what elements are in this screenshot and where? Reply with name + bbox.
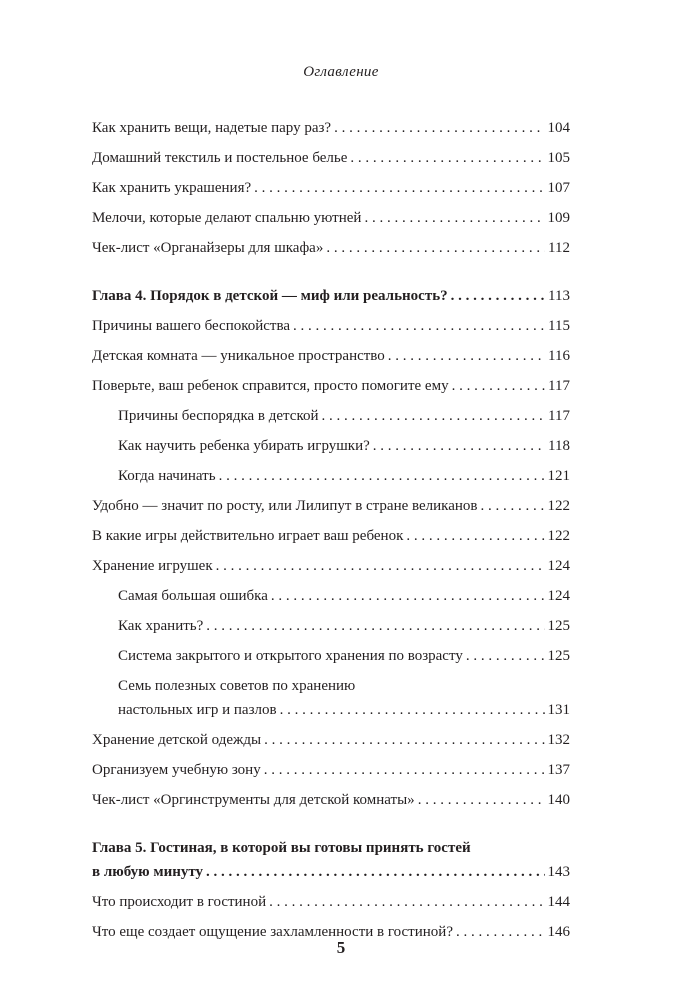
toc-entry (92, 208, 570, 228)
leader-dots (322, 406, 546, 426)
toc-chapter-entry (92, 838, 570, 882)
toc-subentry (92, 466, 570, 486)
toc-entry-page: 113 (548, 288, 570, 304)
leader-dots (388, 346, 545, 366)
toc-entry-page: 124 (547, 588, 570, 604)
leader-dots (269, 892, 544, 912)
toc-chapter-entry (92, 286, 570, 306)
toc-entry (92, 238, 570, 258)
toc-entry-page: 137 (547, 762, 570, 778)
toc-entry (92, 892, 570, 912)
toc-subentry (92, 436, 570, 456)
toc-entry (92, 790, 570, 810)
leader-dots (418, 790, 545, 810)
leader-dots (264, 760, 545, 780)
toc-entry-page: 117 (548, 408, 570, 424)
leader-dots (373, 436, 545, 456)
toc-entry-page: 132 (547, 732, 570, 748)
toc-entry-title: Чек-лист «Оргинструменты для детской комнаты» (92, 792, 415, 808)
toc-entry (92, 556, 570, 576)
leader-dots (254, 178, 544, 198)
toc-entry-page: 122 (547, 498, 570, 514)
toc-entry-title: Что еще создает ощущение захламленности в гостиной? (92, 924, 453, 940)
page-number: 5 (336, 938, 346, 957)
toc-entry-title: Когда начинать (118, 468, 216, 484)
toc-entry-page: 146 (547, 924, 570, 940)
toc-entry-title: Глава 4. Порядок в детской — миф или реальность? (92, 288, 448, 304)
toc-entry-page: 118 (548, 438, 570, 454)
leader-dots (452, 376, 545, 396)
toc-entry (92, 148, 570, 168)
toc-entry-title: Причины беспорядка в детской (118, 408, 319, 424)
leader-dots (350, 148, 544, 168)
toc-entry-page: 121 (547, 468, 570, 484)
leader-dots (326, 238, 545, 258)
leader-dots (466, 646, 545, 666)
toc-entry-title: Что происходит в гостиной (92, 894, 267, 910)
toc-entry (92, 760, 570, 780)
toc-entry-title-line1: Глава 5. Гостиная, в которой вы готовы принять гостей (92, 840, 471, 856)
toc-entry-title: Как хранить вещи, надетые пару раз? (92, 120, 332, 136)
toc-entry-title: Организуем учебную зону (92, 762, 261, 778)
toc-entry-title: Удобно — значит по росту, или Лилипут в стране великанов (92, 498, 478, 514)
toc-entry-title-line2: в любую минуту (92, 864, 204, 880)
toc-entry-page: 112 (548, 240, 570, 256)
leader-dots (364, 208, 544, 228)
toc-entry (92, 118, 570, 138)
toc-entry-title: Поверьте, ваш ребенок справится, просто помогите ему (92, 378, 449, 394)
toc-entry-page: 131 (547, 702, 570, 718)
toc-entry-title: Домашний текстиль и постельное белье (92, 150, 348, 166)
leader-dots (481, 496, 545, 516)
leader-dots (406, 526, 544, 546)
table-of-contents (92, 118, 570, 942)
leader-dots (271, 586, 545, 606)
toc-entry (92, 178, 570, 198)
toc-entry (92, 316, 570, 336)
toc-entry-page: 107 (547, 180, 570, 196)
running-head: Оглавление (303, 64, 379, 80)
leader-dots (334, 118, 544, 138)
toc-entry-title: Причины вашего беспокойства (92, 318, 291, 334)
leader-dots (293, 316, 545, 336)
toc-entry (92, 496, 570, 516)
toc-entry-page: 143 (547, 864, 570, 880)
toc-entry-title: Система закрытого и открытого хранения по возрасту (118, 648, 463, 664)
toc-entry-page: 105 (547, 150, 570, 166)
toc-entry (92, 376, 570, 396)
toc-entry-title: Детская комната — уникальное пространство (92, 348, 385, 364)
toc-subentry (92, 646, 570, 666)
leader-dots (206, 862, 544, 882)
toc-entry-title-line2: настольных игр и пазлов (118, 702, 277, 718)
toc-entry-page: 125 (547, 618, 570, 634)
leader-dots (264, 730, 544, 750)
toc-entry-title: Самая большая ошибка (118, 588, 268, 604)
toc-entry-title: Мелочи, которые делают спальню уютней (92, 210, 362, 226)
leader-dots (216, 556, 545, 576)
leader-dots (451, 286, 545, 306)
toc-entry-title: Хранение игрушек (92, 558, 213, 574)
toc-entry-page: 140 (547, 792, 570, 808)
leader-dots (280, 700, 545, 720)
toc-entry-page: 104 (547, 120, 570, 136)
toc-entry-title: Как хранить? (118, 618, 204, 634)
toc-entry (92, 346, 570, 366)
toc-entry-title: Как научить ребенка убирать игрушки? (118, 438, 370, 454)
toc-entry (92, 526, 570, 546)
toc-entry-title: Чек-лист «Органайзеры для шкафа» (92, 240, 324, 256)
toc-entry-page: 115 (548, 318, 570, 334)
toc-entry-page: 117 (548, 378, 570, 394)
toc-subentry (92, 586, 570, 606)
toc-entry-page: 116 (548, 348, 570, 364)
toc-entry-title: В какие игры действительно играет ваш ребенок (92, 528, 404, 544)
leader-dots (219, 466, 545, 486)
toc-subentry (92, 616, 570, 636)
leader-dots (206, 616, 544, 636)
toc-subentry (92, 676, 570, 720)
toc-entry-page: 144 (547, 894, 570, 910)
toc-entry-page: 125 (547, 648, 570, 664)
toc-entry-title: Хранение детской одежды (92, 732, 262, 748)
toc-entry-page: 124 (547, 558, 570, 574)
toc-entry-page: 122 (547, 528, 570, 544)
toc-entry (92, 730, 570, 750)
toc-subentry (92, 406, 570, 426)
toc-entry-page: 109 (547, 210, 570, 226)
toc-entry-title: Как хранить украшения? (92, 180, 252, 196)
toc-entry-title-line1: Семь полезных советов по хранению (118, 678, 356, 694)
